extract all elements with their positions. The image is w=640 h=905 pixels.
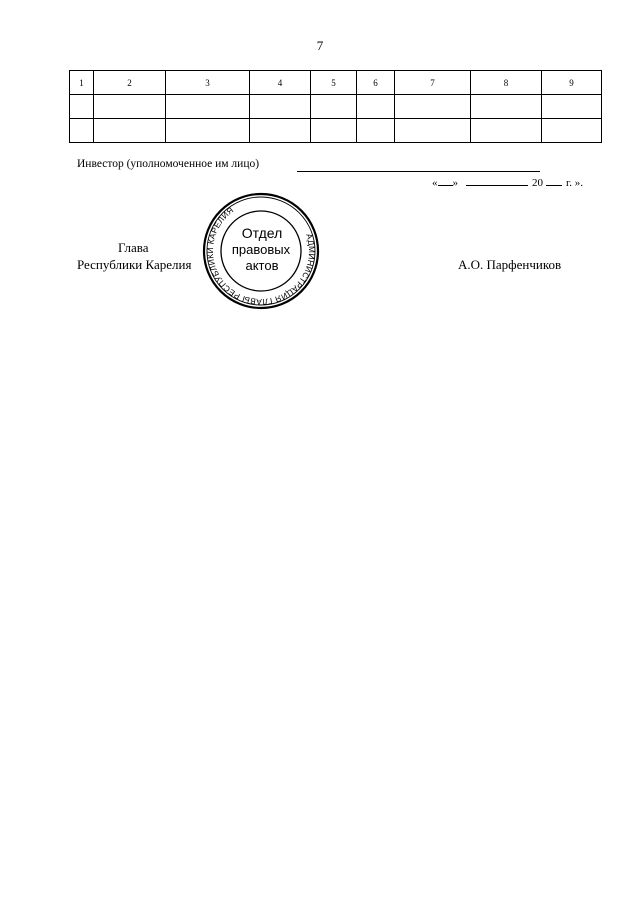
official-stamp-icon — [202, 192, 320, 310]
stamp-line-1: Отдел — [241, 225, 283, 241]
investor-signature-line — [297, 171, 540, 172]
table-header-cell: 3 — [166, 71, 250, 95]
stamp-line-2: правовых — [231, 242, 291, 257]
table-header-cell: 1 — [70, 71, 94, 95]
date-close-quote: » — [452, 177, 458, 189]
table-cell — [542, 95, 602, 119]
stamp-ring-text: АДМИНИСТРАЦИЯ ГЛАВЫ РЕСПУБЛИКИ КАРЕЛИЯ — [205, 205, 317, 307]
table-header-cell: 7 — [395, 71, 471, 95]
data-table — [69, 70, 602, 143]
table-cell — [250, 119, 311, 143]
date-year-prefix: 20 — [532, 177, 543, 189]
table-cell — [395, 95, 471, 119]
table-cell — [471, 95, 542, 119]
table-cell — [311, 95, 357, 119]
table-header-cell: 6 — [357, 71, 395, 95]
stamp-line-3: актов — [245, 258, 279, 273]
table-cell — [357, 95, 395, 119]
signatory-title: Глава — [118, 240, 149, 255]
date-month-blank — [466, 175, 528, 186]
signatory-name: А.О. Парфенчиков — [458, 257, 562, 272]
table-cell — [70, 119, 94, 143]
table-row — [70, 95, 602, 119]
date-day-blank — [438, 175, 453, 186]
page-number: 7 — [316, 38, 324, 53]
table-header-cell: 9 — [542, 71, 602, 95]
signatory-organization: Республики Карелия — [77, 257, 192, 272]
table-cell — [166, 95, 250, 119]
investor-label: Инвестор (уполномоченное им лицо) — [77, 158, 260, 170]
table-header-row — [70, 71, 602, 95]
table-cell — [250, 95, 311, 119]
table-header-cell: 4 — [250, 71, 311, 95]
table-cell — [357, 119, 395, 143]
table-cell — [395, 119, 471, 143]
table-header-cell: 5 — [311, 71, 357, 95]
table-cell — [70, 95, 94, 119]
table-cell — [94, 95, 166, 119]
table-header-cell: 2 — [94, 71, 166, 95]
date-suffix: г. ». — [566, 177, 584, 189]
date-open-quote: « — [432, 177, 438, 189]
table-cell — [542, 119, 602, 143]
table-cell — [471, 119, 542, 143]
table-row — [70, 119, 602, 143]
date-year-blank — [546, 175, 562, 186]
table-cell — [94, 119, 166, 143]
table-cell — [166, 119, 250, 143]
date-line — [432, 175, 583, 189]
table-cell — [311, 119, 357, 143]
table-header-cell: 8 — [471, 71, 542, 95]
